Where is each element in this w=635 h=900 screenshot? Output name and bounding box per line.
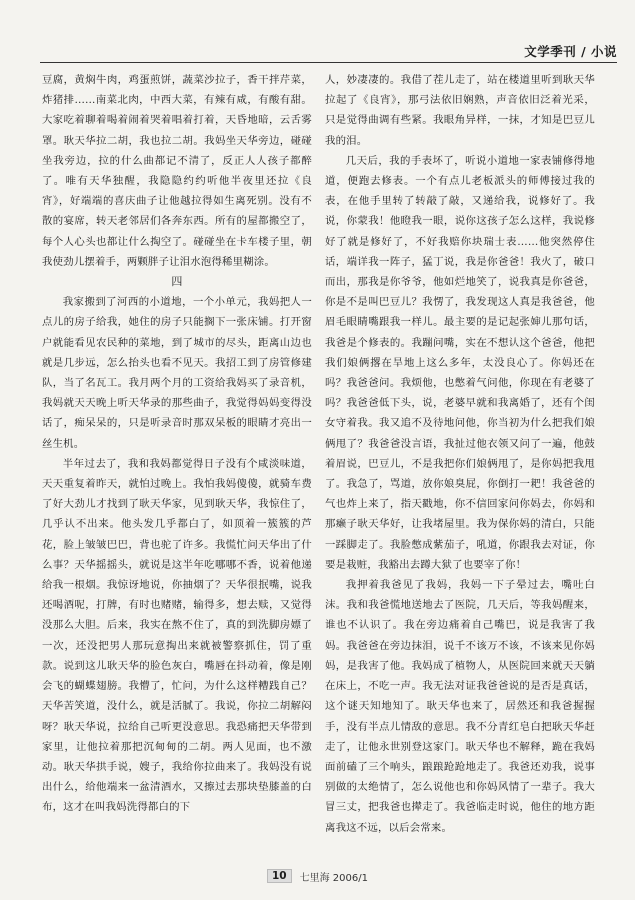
paragraph: 我家搬到了河西的小道地，一个小单元，我妈把人一点儿的房子给我，她住的房子只能搁下一张床铺。打开窗户就能看见农民种的菜地，到了城市的尽头，距离山边也就是几步远，怎么抬头也看不见天。我招工到了房管修建队，当了名瓦工。我月两个月的工资给我妈买了录音机，我妈就天天晚上听天华录的那些曲子，我觉得妈妈变得没话了，痴呆呆的，只是听录音时那双呆板的眼睛才亮出一丝生机。	[42, 296, 312, 450]
paragraph: 豆腐，黄焖牛肉，鸡蛋煎饼，蔬菜沙拉子，香干拌芹菜，炸猪排……南菜北肉，中西大菜，有辣有咸，有酸有甜。大家吃着聊着喝着闹着哭着唱着打着，天昏地暗，云舌雾罩。耿天华拉二胡，我也拉二胡。我妈坐天华旁边，碰碰坐我旁边，拉的什么曲都记不清了，反正人人孩子都醉了。唯有天华独醒，我隐隐约约听他半夜里还拉《良宵》，好端端的喜庆曲子让他越拉得如生离死别。没有不散的宴席，转天老邻居们各奔东西。所有的屋都搬空了，每个人心头也都让什么掏空了。碰碰坐在卡车楼子里，朝我使劲儿摆着手，两颗胖子让泪水泡得稀里糊涂。	[42, 74, 312, 268]
section-number: 四	[171, 275, 183, 289]
running-header	[40, 40, 617, 63]
paragraph: 几天后，我的手表坏了，听说小道地一家表铺修得地道，便跑去修表。一个有点儿老板派头的师傅接过我的表，在他手里转了转敲了敲，又递给我，说修好了。我说，你蒙我！他瞪我一眼，说你这孩子怎么这样，我说修好了就是修好了，不好我赔你块瑞士表……他突然停住话，端详我一阵子，猛丁说，我是你爸爸！我火了，破口而出，那我是你爷爷，他如烂地笑了，说我真是你爸爸，你是不是叫巴豆儿？我愣了，我发现这人真是我爸爸，他眉毛眼睛嘴跟我一样儿。最主要的是记起张婶儿那句话，我爸是个修表的。我蹦问嘴，实在不想认这个爸爸，他把我们娘俩撂在旱地上这么多年，太没良心了。你妈还在吗？我爸爸问。我烦他，也憋着气问他，你现在有老婆了吗？我爸爸低下头，说，老婆早就和我离婚了，还有个闺女守着我。我又追不及待地问他，你当初为什么把我们娘俩甩了？我爸爸没言语，我扯过他衣领又问了一遍，他鼓着眉说，巴豆儿，不是我把你们娘俩甩了，是你妈把我甩了。我急了，骂道，放你娘臭屁，你倒打一耙！我爸爸的气也炸上来了，指天戳地，你不信回家问你妈去，你妈和那癞子耿天华好，让我堵屋里。我为保你妈的清白，只能一踩脚走了。我脸憋成紫茄子，吼道，你跟我去对证，你要是栽赃，我豁出去蹲大狱了也要宰了你！	[325, 154, 595, 571]
header-title: 文学季刊 / 小说	[524, 44, 617, 59]
page-number: 10	[267, 869, 292, 883]
magazine-issue: 七里海 2006/1	[299, 872, 368, 884]
right-column	[325, 70, 595, 838]
page-footer	[0, 866, 635, 886]
paragraph: 人，妙凄凄的。我借了茬儿走了，站在楼道里听到耿天华拉起了《良宵》，那弓法依旧娴熟，声音依旧泛着光采，只是觉得曲调有些紧。我眼角异样，一抹，才知是巴豆儿我的泪。	[325, 74, 595, 147]
left-column	[42, 70, 312, 818]
column-gutter	[311, 70, 312, 860]
paragraph: 我押着我爸见了我妈，我妈一下子晕过去，嘴吐白沫。我和我爸慌地送地去了医院，几天后，等我妈醒来，谁也不认识了。我在旁边痛着自己嘴巴，说是我害了我妈。我爸爸在旁边抹泪，说千不该万不该，不该来见你妈妈，是我害了他。我妈成了植物人，从医院回来就天天躺在床上，不吃一声。我无法对证我爸爸说的是否是真话，这个谜天知地知了。耿天华也来了，居然还和我爸握握手，没有半点儿情敌的意思。我不分青红皂白把耿天华赶走了，让他永世别登这家门。耿天华也不解释，跪在我妈面前磕了三个响头，踉踉跄跄地走了。我爸还劝我，说事别做的太绝情了，怎么说他也和你妈风情了一辈子。我大冒三丈，把我爸也撵走了。我爸临走时说，他住的地方距离我这不远，以后会常来。	[325, 579, 595, 834]
paragraph: 半年过去了，我和我妈都觉得日子没有个咸淡味道，天天重复着昨天，就怕过晚上。我怕我妈傻傻，就骑车费了好大劲儿才找到了耿天华家，见到耿天华，我惊住了，几乎认不出来。他头发几乎都白了，如顶着一簇簇的芦花，脸上皱皱巴巴，背也驼了许多。我慌忙问天华出了什么事？天华摇摇头，就说是这半年吃哪哪不香，说着他递给我一根烟。我惊讶地说，你抽烟了？天华很抿嘴，说我还喝酒呢，打牌，有时也赌赌，输得多，想去赎，又觉得没那么大胆。后来，我实在熬不住了，真的到洗脚房嫖了一次，还没把男人那玩意掏出来就被警察抓住，罚了重款。说到这儿耿天华的脸色灰白，嘴唇在抖动着，像是刚会飞的蝴蝶翅膀。我懵了，忙问，为什么这样糟践自己？天华苦笑道，没什么，就是活腻了。我说，你拉二胡解闷呀？耿天华说，拉给自己听更没意思。我恐痛把天华带到家里，让他拉着那把沉甸甸的二胡。两人见面，也不激动。耿天华拱手说，嫂子，我给你拉曲来了。我妈没有说出什么，给他端来一盆清酒水，又擦过去那块垫膝盖的白布，这才在叫我妈洗得都白的下	[42, 457, 312, 814]
